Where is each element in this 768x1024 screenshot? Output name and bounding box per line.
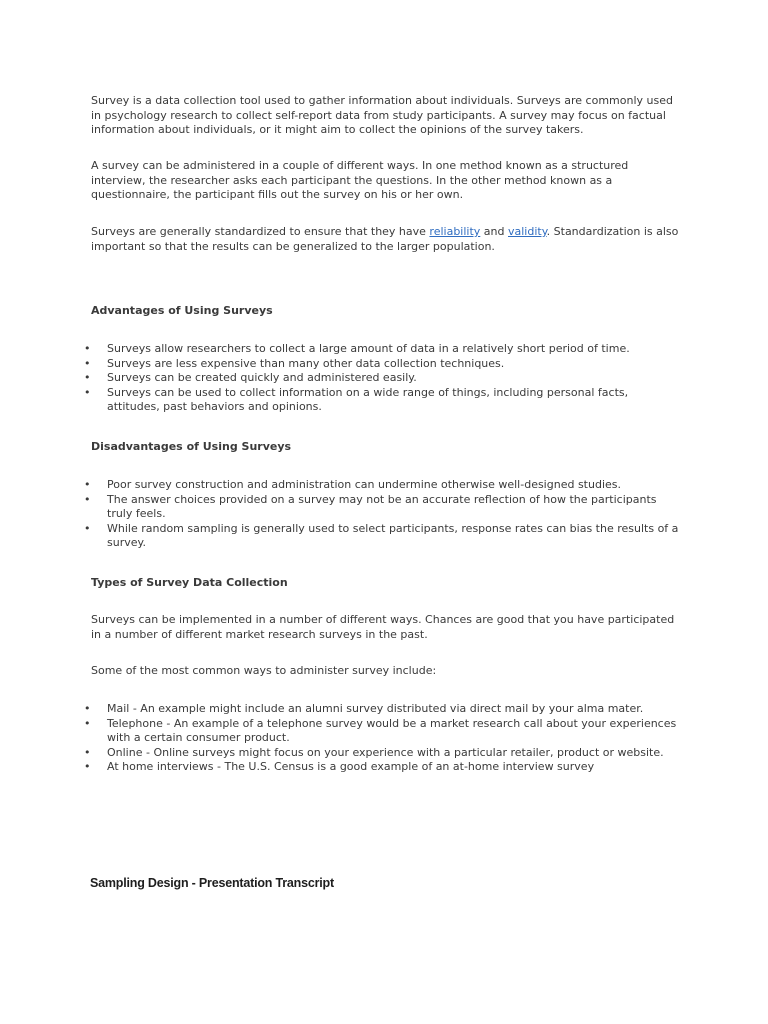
types-paragraph-1: Surveys can be implemented in a number of different ways. Chances are good that you have participated in a number of different market research surveys in the past. — [91, 613, 675, 641]
bullet-icon: • — [84, 492, 91, 506]
list-item — [0, 478, 680, 493]
list-item-text: Mail - An example might include an alumni survey distributed via direct mail by your alma mater. — [107, 702, 644, 715]
reliability-link[interactable]: reliability — [429, 225, 481, 238]
list-item-text: Poor survey construction and administration can undermine otherwise well-designed studies. — [107, 478, 621, 491]
bullet-icon: • — [84, 478, 91, 491]
validity-link[interactable]: validity — [508, 225, 547, 238]
intro-p3-text-after: . Standardization is also important so that the results can be generalized to the larger population. — [91, 225, 679, 253]
list-item-text: While random sampling is generally used to select participants, response rates can bias the results of a survey. — [107, 521, 679, 550]
intro-paragraph-2: A survey can be administered in a couple of different ways. In one method known as a structured interview, the researcher asks each participant the questions. In the other method known as a questionnaire, the participant fills out the survey on his or her own. — [91, 159, 629, 202]
list-item — [0, 746, 680, 761]
bullet-icon: • — [84, 702, 91, 715]
list-item — [0, 702, 680, 717]
list-item — [0, 357, 680, 372]
list-item — [0, 386, 680, 415]
list-item-text: Surveys allow researchers to collect a large amount of data in a relatively short period of time. — [107, 342, 630, 355]
disadvantages-heading: Disadvantages of Using Surveys — [91, 440, 292, 453]
list-item-text: Surveys are less expensive than many other data collection techniques. — [107, 356, 505, 370]
intro-paragraph-3 — [91, 225, 681, 254]
intro-p3-text-before: Surveys are generally standardized to ensure that they have — [91, 225, 430, 238]
bullet-icon: • — [84, 760, 91, 774]
bullet-icon: • — [84, 716, 91, 730]
types-heading: Types of Survey Data Collection — [91, 576, 288, 589]
list-item — [0, 493, 680, 522]
list-item — [0, 522, 680, 551]
list-item-text: Surveys can be used to collect information on a wide range of things, including personal facts, attitudes, past behaviors and opinions. — [107, 385, 629, 414]
list-item-text: The answer choices provided on a survey may not be an accurate reflection of how the participants truly feels. — [107, 492, 657, 521]
advantages-list — [0, 342, 680, 415]
list-item — [0, 371, 680, 386]
list-item — [0, 760, 680, 775]
list-item — [0, 717, 680, 746]
intro-p3-text-and: and — [480, 225, 508, 238]
bullet-icon: • — [84, 371, 91, 385]
bullet-icon: • — [84, 385, 91, 399]
list-item-text: Online - Online surveys might focus on your experience with a particular retailer, product or website. — [107, 745, 664, 759]
advantages-heading: Advantages of Using Surveys — [91, 304, 273, 317]
section-title: Sampling Design - Presentation Transcript — [90, 876, 334, 890]
bullet-icon: • — [84, 356, 91, 370]
list-item-text: Telephone - An example of a telephone survey would be a market research call about your experiences with a certain consumer product. — [107, 716, 677, 745]
bullet-icon: • — [84, 342, 91, 355]
list-item-text: At home interviews - The U.S. Census is a good example of an at-home interview survey — [107, 760, 595, 774]
types-paragraph-2: Some of the most common ways to administer survey include: — [91, 664, 437, 677]
bullet-icon: • — [84, 745, 91, 759]
bullet-icon: • — [84, 521, 91, 535]
list-item — [0, 342, 680, 357]
intro-paragraph-1: Survey is a data collection tool used to gather information about individuals. Surveys are commonly used in psychology research to collect self-report data from study participants. A survey may focus on factual information about individuals, or it might aim to collect the opinions of the survey takers. — [91, 94, 673, 137]
survey-methods-list — [0, 702, 680, 775]
disadvantages-list — [0, 478, 680, 551]
list-item-text: Surveys can be created quickly and administered easily. — [107, 371, 417, 385]
